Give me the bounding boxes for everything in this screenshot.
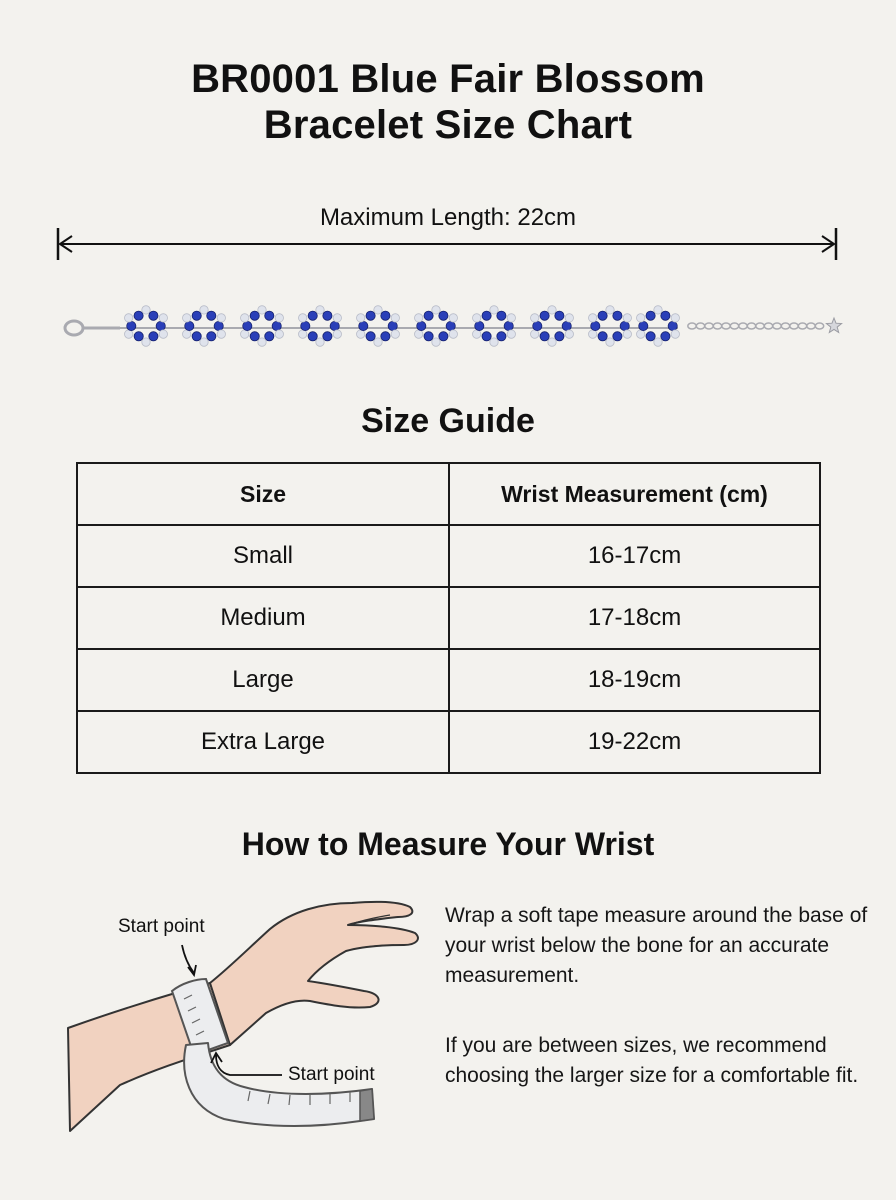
bead (301, 321, 310, 330)
chain-link (688, 323, 696, 329)
bead (258, 338, 266, 346)
bead (449, 330, 457, 338)
size-cell: Large (77, 649, 449, 711)
bead (623, 330, 631, 338)
bead (562, 321, 571, 330)
bead (183, 330, 191, 338)
size-guide-heading: Size Guide (361, 402, 535, 440)
bead (424, 332, 433, 341)
size-cell: Medium (77, 587, 449, 649)
bead (473, 314, 481, 322)
chain-link (790, 323, 798, 329)
length-arrow-icon (54, 226, 844, 262)
bead (200, 338, 208, 346)
bead (490, 306, 498, 314)
bead (446, 321, 455, 330)
bead (159, 330, 167, 338)
bead (540, 311, 549, 320)
table-row (77, 711, 820, 773)
bead (357, 330, 365, 338)
bead (207, 311, 216, 320)
title-line-2: Bracelet Size Chart (263, 103, 633, 147)
bead (127, 321, 136, 330)
bead (316, 306, 324, 314)
chain-link (713, 323, 721, 329)
bead (565, 314, 573, 322)
bead (308, 311, 317, 320)
instruction-between-sizes: If you are between sizes, we recommend choosing the larger size for a comfortable fit. (445, 1034, 859, 1087)
bead (661, 311, 670, 320)
bead (639, 321, 648, 330)
bead (432, 338, 440, 346)
bead (156, 321, 165, 330)
chain-link (705, 323, 713, 329)
bead (241, 330, 249, 338)
bead (374, 306, 382, 314)
bead (388, 321, 397, 330)
title-line-1: BR0001 Blue Fair Blossom (191, 57, 705, 101)
bead (548, 338, 556, 346)
bead (475, 321, 484, 330)
bead (217, 314, 225, 322)
star-charm-icon (826, 318, 841, 333)
column-header-size: Size (77, 463, 449, 525)
chain-link (730, 323, 738, 329)
bead (207, 332, 216, 341)
bead (671, 330, 679, 338)
bead (330, 321, 339, 330)
bead (540, 332, 549, 341)
bead (357, 314, 365, 322)
bead (531, 314, 539, 322)
bead (415, 330, 423, 338)
bead (555, 311, 564, 320)
measure-heading: How to Measure Your Wrist (241, 826, 655, 862)
size-table (76, 462, 821, 774)
measurement-cell: 19-22cm (449, 711, 820, 773)
bead (243, 321, 252, 330)
bead (250, 311, 259, 320)
bead (646, 311, 655, 320)
start-point-label-bottom: Start point (288, 1064, 375, 1085)
bead (439, 311, 448, 320)
chain-link (722, 323, 730, 329)
bead (613, 311, 622, 320)
bead (531, 330, 539, 338)
bead (533, 321, 542, 330)
bead (391, 330, 399, 338)
bead (299, 314, 307, 322)
chain-link (781, 323, 789, 329)
bead (134, 332, 143, 341)
bead (265, 311, 274, 320)
bead (149, 332, 158, 341)
bead (439, 332, 448, 341)
bead (417, 321, 426, 330)
size-cell: Extra Large (77, 711, 449, 773)
bead (482, 311, 491, 320)
bead (654, 338, 662, 346)
bead (185, 321, 194, 330)
bead (200, 306, 208, 314)
page-title (0, 56, 896, 148)
size-cell: Small (77, 525, 449, 587)
bead (381, 311, 390, 320)
bead (142, 306, 150, 314)
bead (591, 321, 600, 330)
bead (333, 314, 341, 322)
bead (598, 332, 607, 341)
bead (449, 314, 457, 322)
bead (507, 314, 515, 322)
chain-link (764, 323, 772, 329)
bead (606, 306, 614, 314)
bead (589, 314, 597, 322)
bead (125, 330, 133, 338)
bead (613, 332, 622, 341)
bead (623, 314, 631, 322)
bead (214, 321, 223, 330)
bead (504, 321, 513, 330)
max-length-label: Maximum Length: 22cm (319, 204, 577, 231)
start-point-label-top: Start point (118, 916, 205, 937)
chain-link (739, 323, 747, 329)
bead (323, 332, 332, 341)
bead (637, 330, 645, 338)
column-header-measurement: Wrist Measurement (cm) (449, 463, 820, 525)
bead (654, 306, 662, 314)
measurement-cell: 17-18cm (449, 587, 820, 649)
bead (272, 321, 281, 330)
bead (490, 338, 498, 346)
bead (241, 314, 249, 322)
bead (497, 332, 506, 341)
chain-link (807, 323, 815, 329)
bead (381, 332, 390, 341)
bead (620, 321, 629, 330)
bead (366, 311, 375, 320)
bead (159, 314, 167, 322)
bead (646, 332, 655, 341)
bead (668, 321, 677, 330)
bead (415, 314, 423, 322)
bead (424, 311, 433, 320)
chain-link (798, 323, 806, 329)
bead (134, 311, 143, 320)
bead (548, 306, 556, 314)
bead (374, 338, 382, 346)
clasp-icon (65, 321, 83, 335)
bead (391, 314, 399, 322)
table-row (77, 525, 820, 587)
bead (482, 332, 491, 341)
table-header-row (77, 463, 820, 525)
bead (265, 332, 274, 341)
bead (183, 314, 191, 322)
bead (565, 330, 573, 338)
bead (217, 330, 225, 338)
bead (359, 321, 368, 330)
chain-link (696, 323, 704, 329)
bead (250, 332, 259, 341)
bead (637, 314, 645, 322)
table-row (77, 649, 820, 711)
chain-link (747, 323, 755, 329)
bead (598, 311, 607, 320)
bead (125, 314, 133, 322)
bead (432, 306, 440, 314)
bead (671, 314, 679, 322)
bead (258, 306, 266, 314)
measurement-cell: 18-19cm (449, 649, 820, 711)
bead (497, 311, 506, 320)
bead (275, 314, 283, 322)
instruction-wrap: Wrap a soft tape measure around the base of your wrist below the bone for an accurate measurement. (445, 904, 868, 987)
bead (142, 338, 150, 346)
bead (192, 311, 201, 320)
bead (507, 330, 515, 338)
bead (316, 338, 324, 346)
measurement-cell: 16-17cm (449, 525, 820, 587)
chain-link (756, 323, 764, 329)
bead (323, 311, 332, 320)
bead (473, 330, 481, 338)
chain-link (815, 323, 823, 329)
bead (275, 330, 283, 338)
bead (661, 332, 670, 341)
wrist-measure-illustration (60, 895, 430, 1145)
bead (589, 330, 597, 338)
bead (606, 338, 614, 346)
bead (192, 332, 201, 341)
bead (299, 330, 307, 338)
bead (366, 332, 375, 341)
bead (149, 311, 158, 320)
bead (308, 332, 317, 341)
table-row (77, 587, 820, 649)
bead (555, 332, 564, 341)
bracelet-image (58, 292, 848, 358)
chain-link (773, 323, 781, 329)
bead (333, 330, 341, 338)
